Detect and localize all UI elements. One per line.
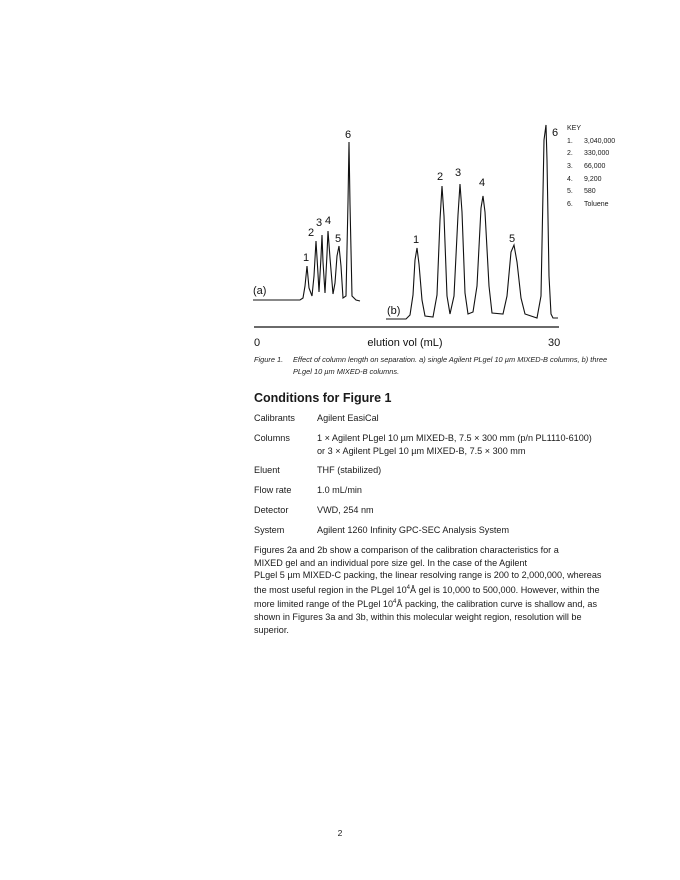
- condition-value: VWD, 254 nm: [317, 505, 374, 515]
- condition-value-line1: 1 × Agilent PLgel 10 µm MIXED-B, 7.5 × 300 mm (p/n PL1110-6100): [317, 433, 592, 443]
- page-number: 2: [337, 828, 343, 838]
- paragraph-line: shown in Figures 3a and 3b, within this molecular weight region, resolution will be: [254, 612, 582, 623]
- key-item-value: Toluene: [584, 201, 609, 209]
- body-paragraph: [254, 544, 622, 636]
- paragraph-line: MIXED gel and an individual pore size gel. In the case of the Agilent: [254, 557, 527, 568]
- trace-b: [386, 125, 558, 319]
- superscript: 4: [406, 584, 411, 591]
- condition-value: [317, 432, 627, 457]
- condition-value: 1.0 mL/min: [317, 485, 362, 495]
- paragraph-line: [254, 596, 622, 611]
- peak-b-2: 2: [437, 171, 444, 183]
- key-item-value: 9,200: [584, 175, 602, 183]
- key-item-number: 5.: [567, 188, 573, 196]
- paragraph-line: PLgel 5 µm MIXED-C packing, the linear resolving range is 200 to 2,000,000, whereas: [254, 570, 602, 581]
- axis-start-label: 0: [254, 337, 261, 349]
- peak-a-4: 4: [325, 215, 332, 227]
- condition-key: Columns: [254, 433, 290, 443]
- condition-value-line2: or 3 × Agilent PLgel 10 µm MIXED-B, 7.5 × 300 mm: [317, 445, 526, 456]
- panel-a-tag: (a): [253, 285, 267, 297]
- peak-a-5: 5: [335, 233, 342, 245]
- chromatogram-figure: [0, 0, 680, 352]
- condition-key: System: [254, 525, 285, 535]
- condition-key: Detector: [254, 505, 289, 515]
- figure-caption-label: Figure 1.: [254, 355, 284, 364]
- paragraph-text: the most useful region in the PLgel 10: [254, 584, 407, 595]
- superscript: 4: [393, 599, 397, 606]
- key-item-number: 6.: [567, 201, 573, 209]
- axis-end-label: 30: [548, 337, 561, 349]
- peak-b-4: 4: [479, 177, 486, 189]
- paragraph-line: [254, 582, 622, 597]
- figure-caption-text: Effect of column length on separation. a) single Agilent PLgel 10 µm MIXED-B columns, b) three PLgel 10 µm MIXED-B columns.: [293, 355, 608, 376]
- peak-b-5: 5: [509, 233, 516, 245]
- condition-value: Agilent 1260 Infinity GPC-SEC Analysis System: [317, 525, 510, 535]
- key-item-value: 330,000: [584, 150, 610, 158]
- condition-key: Eluent: [254, 465, 280, 475]
- condition-value: Agilent EasiCal: [317, 413, 379, 423]
- condition-key: Calibrants: [254, 413, 295, 423]
- paragraph-text: Å gel is 10,000 to 500,000. However, within the: [410, 584, 600, 595]
- x-axis-title: elution vol (mL): [367, 337, 443, 349]
- key-item-value: 66,000: [584, 163, 606, 171]
- peak-a-1: 1: [303, 252, 310, 264]
- peak-b-1: 1: [413, 234, 420, 246]
- paragraph-line: superior.: [254, 624, 289, 635]
- trace-a: [253, 142, 360, 301]
- key-item-number: 1.: [567, 137, 573, 145]
- peak-b-3: 3: [455, 167, 462, 179]
- paragraph-line: Figures 2a and 2b show a comparison of the calibration characteristics for a: [254, 545, 559, 555]
- key-item-value: 3,040,000: [584, 137, 616, 145]
- key-item-number: 2.: [567, 150, 573, 158]
- peak-a-6: 6: [345, 129, 352, 141]
- peak-a-2: 2: [308, 227, 315, 239]
- peak-b-6: 6: [552, 127, 559, 139]
- key-item-value: 580: [584, 188, 596, 196]
- conditions-heading: Conditions for Figure 1: [254, 391, 392, 405]
- key-item-number: 4.: [567, 175, 573, 183]
- condition-value: THF (stabilized): [317, 465, 382, 475]
- condition-key: Flow rate: [254, 485, 292, 495]
- key-item-number: 3.: [567, 163, 573, 171]
- peak-a-3: 3: [316, 217, 323, 229]
- paragraph-text: more limited range of the PLgel 10: [254, 599, 394, 610]
- paragraph-text: Å packing, the calibration curve is shallow and, as: [396, 599, 598, 610]
- key-title: KEY: [567, 125, 582, 132]
- panel-b-tag: (b): [387, 305, 401, 317]
